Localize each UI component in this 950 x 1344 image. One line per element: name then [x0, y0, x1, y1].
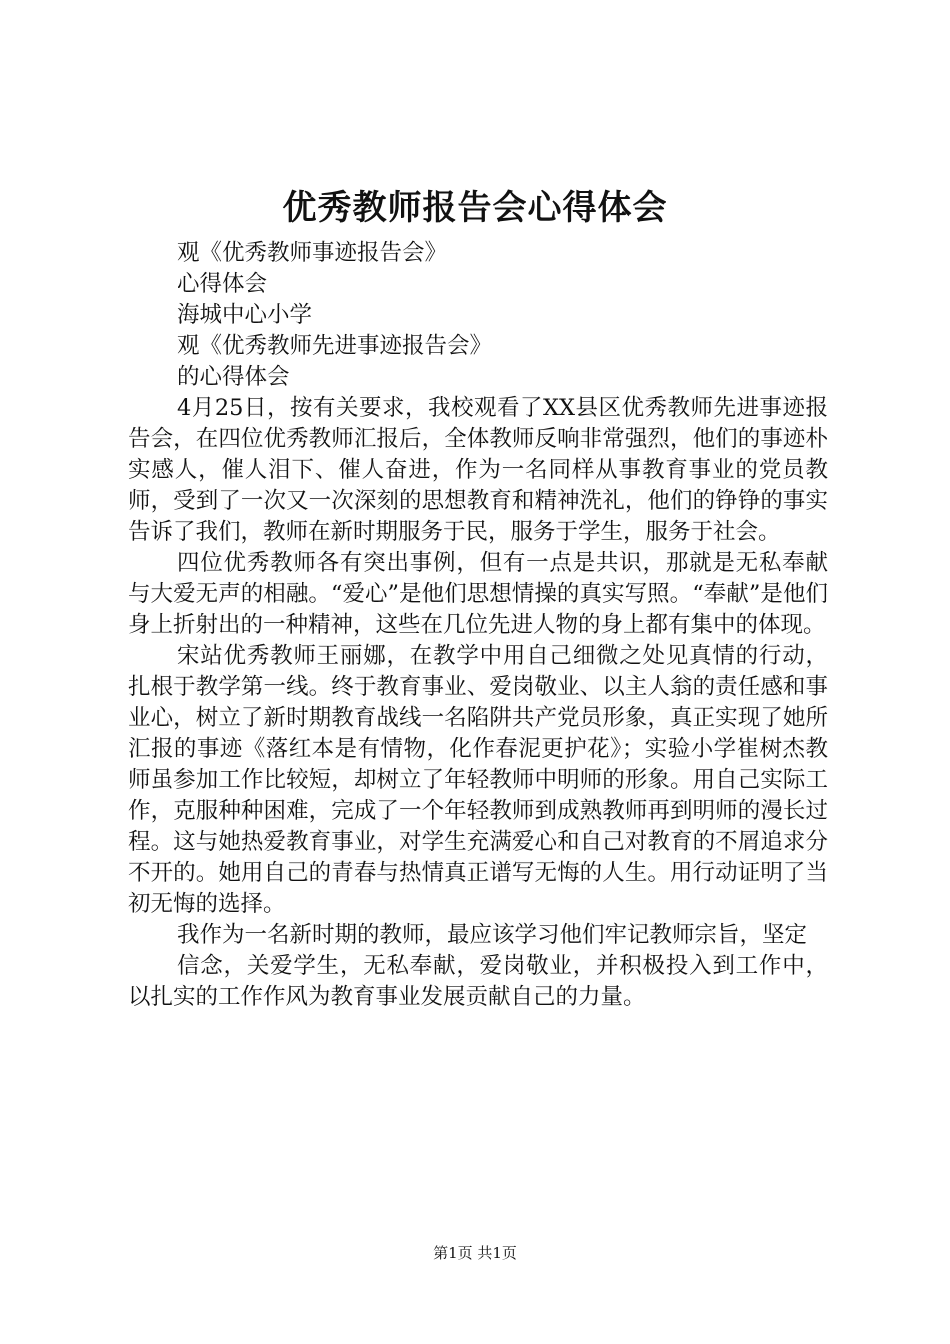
document-title: 优秀教师报告会心得体会 [282, 188, 668, 228]
header-line: 观《优秀教师事迹报告会》 [177, 240, 448, 266]
header-line: 海城中心小学 [177, 302, 313, 328]
paragraph: 我作为一名新时期的教师，最应该学习他们牢记教师宗旨，坚定 [177, 922, 808, 948]
paragraph: 四位优秀教师各有突出事例，但有一点是共识，那就是无私奉献与大爱无声的相融。“爱心”是他们思想情操的真实写照。“奉献”是他们身上折射出的一种精神，这些在几位先进人物的身上都有集中的体现。 [128, 550, 828, 638]
header-line: 的心得体会 [177, 364, 290, 390]
page-footer: 第1页 共1页 [433, 1244, 517, 1262]
header-line: 心得体会 [177, 271, 268, 297]
paragraph: 信念，关爱学生，无私奉献，爱岗敬业，并积极投入到工作中，以扎实的工作作风为教育事业发展贡献自己的力量。 [128, 953, 828, 1010]
header-line: 观《优秀教师先进事迹报告会》 [177, 333, 493, 359]
document-body [128, 238, 828, 1013]
paragraph: 宋站优秀教师王丽娜，在教学中用自己细微之处见真情的行动，扎根于教学第一线。终于教育事业、爱岗敬业、以主人翁的责任感和事业心，树立了新时期教育战线一名陷阱共产党员形象，真正实现了她所汇报的事迹《落红本是有情物，化作春泥更护花》；实验小学崔树杰教师虽参加工作比较短，却树立了年轻教师中明师的形象。用自己实际工作，克服种种困难，完成了一个年轻教师到成熟教师再到明师的漫长过程。这与她热爱教育事业，对学生充满爱心和自己对教育的不屑追求分不开的。她用自己的青春与热情真正谱写无悔的人生。用行动证明了当初无悔的选择。 [128, 643, 828, 917]
paragraph: 4月25日，按有关要求，我校观看了XX县区优秀教师先进事迹报告会，在四位优秀教师汇报后，全体教师反响非常强烈，他们的事迹朴实感人，催人泪下、催人奋进，作为一名同样从事教育事业的党员教师，受到了一次又一次深刻的思想教育和精神洗礼，他们的铮铮的事实告诉了我们，教师在新时期服务于民，服务于学生，服务于社会。 [128, 395, 828, 545]
